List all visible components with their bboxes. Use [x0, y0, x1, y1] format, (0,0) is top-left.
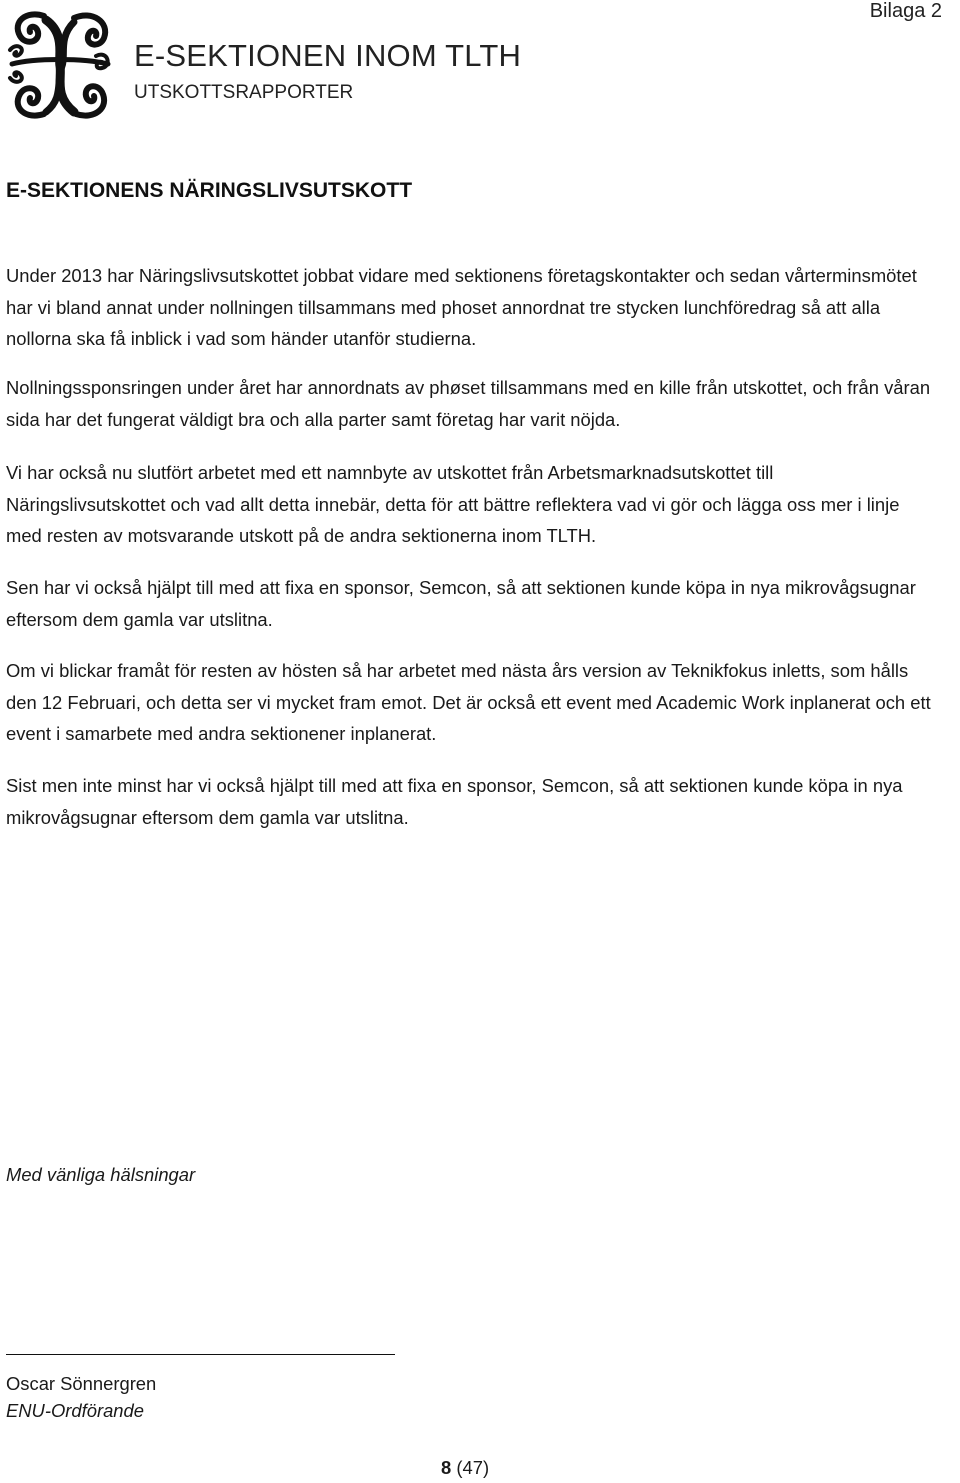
page-current: 8 — [441, 1457, 452, 1478]
paragraph: Sen har vi också hjälpt till med att fixa en sponsor, Semcon, så att sektionen kunde köpa in nya mikrovågsugnar eftersom dem gamla var utslitna. — [6, 577, 916, 630]
attachment-label: Bilaga 2 — [869, 0, 942, 22]
closing-greeting: Med vänliga hälsningar — [6, 1164, 196, 1185]
paragraph: Om vi blickar framåt för resten av hösten så har arbetet med nästa års version av Teknikfokus inletts, som hålls den 12 Februari, och detta ser vi mycket fram emot. Det är också ett event med Academic Work inplanerat och ett event i samarbete med andra sektionener inplanerat. — [6, 660, 931, 745]
paragraph: Nollningssponsringen under året har annordnats av phøset tillsammans med en kille från utskottet, och från våran sida har det fungerat väldigt bra och alla parter samt företag har varit nöjda. — [6, 377, 931, 430]
organization-subtitle: UTSKOTTSRAPPORTER — [134, 82, 354, 103]
signer-role: ENU-Ordförande — [6, 1400, 144, 1421]
paragraph: Sist men inte minst har vi också hjälpt till med att fixa en sponsor, Semcon, så att sektionen kunde köpa in nya mikrovågsugnar eftersom dem gamla var utslitna. — [6, 775, 903, 828]
signature-line — [6, 1354, 395, 1355]
document-heading: E-SEKTIONENS NÄRINGSLIVSUTSKOTT — [6, 179, 413, 202]
paragraph: Under 2013 har Näringslivsutskottet jobbat vidare med sektionens företagskontakter och sedan vårterminsmötet har vi bland annat under nollningen tillsammans med phoset annordnat tre stycken lunchföredrag så att alla nollorna ska få inblick i vad som händer utanför studierna. — [6, 265, 917, 350]
organization-title: E-SEKTIONEN INOM TLTH — [134, 38, 522, 73]
signer-name: Oscar Sönnergren — [6, 1373, 157, 1394]
page-number — [441, 1457, 489, 1479]
paragraph: Vi har också nu slutfört arbetet med ett namnbyte av utskottet från Arbetsmarknadsutskottet till Näringslivsutskottet och vad allt detta innebär, detta för att bättre reflektera vad vi gör och lägga oss mer i linje med resten av motsvarande utskott på de andra sektionerna inom TLTH. — [6, 462, 900, 547]
e-sektionen-crest-icon — [4, 8, 116, 122]
page-total: (47) — [456, 1457, 490, 1478]
